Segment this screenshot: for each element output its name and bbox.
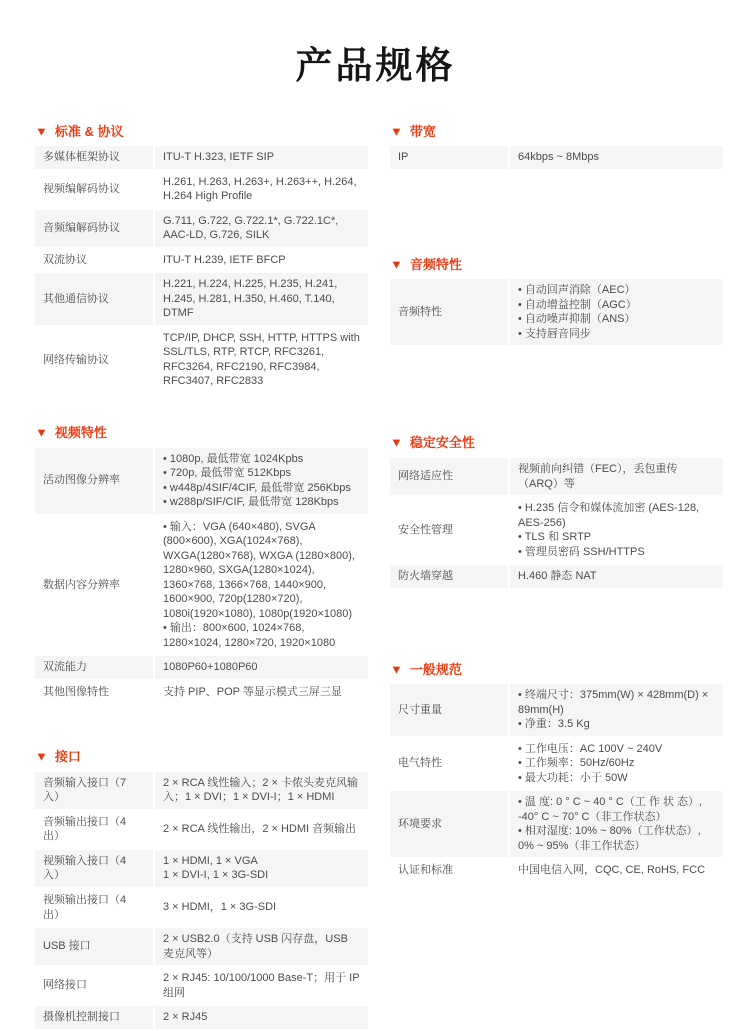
- section-header: [390, 435, 723, 451]
- row-label: 视频编解码协议: [43, 183, 120, 196]
- row-value: [154, 1005, 368, 1030]
- section-title: 一般规范: [409, 661, 462, 677]
- row-value-line: 1080P60+1080P60: [163, 661, 258, 674]
- spec-table: [35, 448, 368, 706]
- row-label: USB 接口: [35, 927, 154, 966]
- row-value-line: G.711, G.722, G.722.1*, G.722.1C*, AAC-LD, G.726, SILK: [163, 214, 339, 242]
- table-row: [35, 248, 368, 273]
- spec-section: [390, 662, 723, 884]
- row-value: [154, 810, 368, 849]
- triangle-icon: ▼: [390, 662, 403, 677]
- section-header: [35, 124, 368, 140]
- row-value-line: • w288p/SIF/CIF, 最低带宽 128Kbps: [163, 496, 339, 509]
- row-label: 音频编解码协议: [35, 209, 154, 248]
- table-row: [35, 170, 368, 209]
- row-value-line: 2 × RJ45: 10/100/1000 Base-T；用于 IP 组网: [163, 972, 360, 999]
- section-title: 接口: [54, 749, 81, 765]
- row-label: 视频输出接口（4 出）: [43, 894, 127, 921]
- table-row: [35, 515, 368, 656]
- table-row: [35, 448, 368, 515]
- row-value: [154, 966, 368, 1005]
- table-row: [35, 1005, 368, 1030]
- row-value-line: ITU-T H.323, IETF SIP: [163, 151, 275, 164]
- section-title: 标准 & 协议: [54, 123, 124, 139]
- spec-table: [35, 146, 368, 395]
- row-value: [509, 858, 723, 883]
- table-row: [35, 326, 368, 394]
- row-value-line: • H.235 信令和媒体流加密 (AES-128, AES-256): [518, 502, 700, 529]
- table-row: [390, 790, 723, 858]
- table-row: [390, 146, 723, 170]
- row-label: 尺寸重量: [390, 684, 509, 737]
- table-row: [35, 927, 368, 966]
- row-label: 网络适应性: [390, 458, 509, 496]
- section-header: [390, 662, 723, 678]
- table-row: [35, 849, 368, 888]
- spec-table: [35, 772, 368, 1031]
- spec-section: [35, 124, 368, 395]
- page-title: 产品规格: [295, 45, 456, 86]
- row-value-line: • 自动增益控制（AGC）: [518, 298, 637, 311]
- row-label: 双流能力: [35, 655, 154, 680]
- spec-columns: [0, 87, 751, 1031]
- section-header: [35, 749, 368, 765]
- row-label: 其他通信协议: [35, 272, 154, 326]
- row-value-line: • 管理员密码 SSH/HTTPS: [518, 545, 645, 558]
- right-column: [390, 124, 723, 1031]
- row-value-line: • 输入：VGA (640×480), SVGA (800×600), XGA(1024×768), WXGA(1280×768), WXGA (1280×800), 1280×960, SXGA(1280×1024), 1360×768, 1366×768, 1440×900, 1600×900, 720p(1280×720), 1080i(1920×1080), 1080p(1920×1080): [163, 520, 355, 620]
- row-label: 摄像机控制接口: [35, 1005, 154, 1030]
- spec-section: [390, 435, 723, 589]
- row-value: [509, 279, 723, 346]
- section-header: [390, 124, 723, 140]
- row-label: 音频输入接口（7 入）: [35, 772, 154, 810]
- row-value: [154, 146, 368, 170]
- spec-section: [35, 749, 368, 1030]
- row-label: 音频输出接口（4 出）: [43, 815, 127, 843]
- spec-table: [390, 684, 723, 884]
- table-row: [35, 272, 368, 326]
- row-label: 网络接口: [43, 979, 87, 992]
- row-value-line: • 720p, 最低带宽 512Kbps: [163, 467, 291, 480]
- row-value: [154, 209, 368, 248]
- row-value-line: • 工作频率：50Hz/60Hz: [518, 757, 635, 770]
- row-value-line: • 1080p, 最低带宽 1024Kpbs: [163, 452, 304, 465]
- row-label: 安全性管理: [398, 523, 453, 536]
- row-label: 双流协议: [43, 253, 87, 266]
- row-value-line: 1 × HDMI, 1 × VGA: [163, 854, 258, 867]
- row-value: [154, 170, 368, 209]
- row-value-line: • 相对湿度: 10% ~ 80%（工作状态）, 0% ~ 95%（非工作状态）: [518, 825, 701, 852]
- row-value: [154, 849, 368, 888]
- section-title: 视频特性: [54, 424, 107, 440]
- row-value-line: H.460 静态 NAT: [518, 570, 597, 583]
- row-value: [509, 564, 723, 589]
- triangle-icon: ▼: [390, 257, 403, 272]
- row-value: [509, 458, 723, 496]
- triangle-icon: ▼: [390, 436, 403, 450]
- row-value-line: • 输出：800×600, 1024×768, 1280×1024, 1280×720, 1920×1080: [163, 622, 336, 649]
- spec-table: [390, 146, 723, 171]
- table-row: [390, 496, 723, 564]
- row-value: [509, 496, 723, 564]
- triangle-icon: ▼: [35, 124, 48, 139]
- row-value-line: 支持 PIP、POP 等显示模式三屏三显: [163, 685, 342, 698]
- spec-table: [390, 279, 723, 347]
- row-label: 网络传输协议: [43, 353, 109, 366]
- product-spec-page: [0, 46, 751, 1031]
- section-title: 音频特性: [409, 256, 462, 272]
- row-value-line: 3 × HDMI，1 × 3G-SDI: [163, 901, 277, 914]
- section-title: 稳定安全性: [409, 435, 475, 451]
- table-row: [35, 146, 368, 170]
- row-value-line: • 自动回声消除（AEC）: [518, 284, 636, 297]
- row-value: [509, 737, 723, 791]
- row-value: [509, 146, 723, 170]
- row-label: IP: [390, 146, 509, 170]
- row-label: 多媒体框架协议: [35, 146, 154, 170]
- row-label: 活动图像分辨率: [35, 448, 154, 515]
- row-label: 防火墙穿越: [390, 564, 509, 589]
- table-row: [390, 458, 723, 496]
- table-row: [390, 737, 723, 791]
- row-value: [154, 888, 368, 927]
- row-value-line: • 终端尺寸：375mm(W) × 428mm(D) × 89mm(H): [518, 689, 709, 716]
- row-value: [509, 790, 723, 858]
- row-value: [154, 326, 368, 394]
- row-value-line: H.221, H.224, H.225, H.235, H.241, H.245, H.281, H.350, H.460, T.140, DTMF: [163, 278, 338, 320]
- row-value-line: 2 × RJ45: [163, 1011, 208, 1024]
- table-row: [390, 279, 723, 346]
- row-label: 视频输入接口（4 入）: [35, 849, 154, 888]
- row-label: 其他图像特性: [43, 685, 109, 698]
- row-value-line: • TLS 和 SRTP: [518, 531, 592, 544]
- row-value-line: • 最大功耗：小于 50W: [518, 771, 628, 784]
- row-value-line: 2 × RCA 线性输出，2 × HDMI 音频输出: [163, 823, 357, 836]
- row-value-line: • 工作电压：AC 100V ~ 240V: [518, 742, 663, 755]
- row-value: [154, 248, 368, 273]
- row-label: 数据内容分辨率: [43, 578, 120, 591]
- row-value-line: • 自动噪声抑制（ANS）: [518, 313, 636, 326]
- row-value-line: ITU-T H.239, IETF BFCP: [163, 253, 286, 266]
- row-value-line: 视频前向纠错（FEC），丢包重传（ARQ）等: [518, 463, 678, 490]
- row-value-line: 中国电信入网，CQC, CE, RoHS, FCC: [518, 864, 706, 877]
- row-value-line: • w448p/4SIF/4CIF, 最低带宽 256Kbps: [163, 481, 351, 494]
- section-header: [35, 425, 368, 441]
- spec-section: [35, 425, 368, 705]
- left-column: [35, 124, 368, 1031]
- row-value: [154, 272, 368, 326]
- table-row: [35, 209, 368, 248]
- row-label: 音频特性: [390, 279, 509, 346]
- spec-section: [390, 257, 723, 348]
- row-value: [509, 684, 723, 737]
- table-row: [35, 810, 368, 849]
- row-value-line: H.261, H.263, H.263+, H.263++, H.264, H.264 High Profile: [163, 175, 357, 203]
- row-value-line: TCP/IP, DHCP, SSH, HTTP, HTTPS with SSL/TLS, RTP, RTCP, RFC3261, RFC3264, RFC2190, RFC3984, RFC3407, RFC2833: [163, 331, 360, 388]
- table-row: [35, 680, 368, 705]
- section-title: 带宽: [409, 123, 436, 139]
- row-label: 认证和标准: [398, 864, 453, 877]
- row-label: 环境要求: [390, 790, 509, 858]
- row-label: 电气特性: [398, 757, 442, 770]
- triangle-icon: ▼: [35, 749, 48, 764]
- row-value-line: 1 × DVI-I, 1 × 3G-SDI: [163, 869, 269, 882]
- table-row: [390, 858, 723, 883]
- triangle-icon: ▼: [390, 124, 403, 139]
- row-value: [154, 680, 368, 705]
- table-row: [35, 655, 368, 680]
- table-row: [390, 564, 723, 589]
- row-value: [154, 772, 368, 810]
- row-value-line: 64kbps ~ 8Mbps: [518, 151, 600, 164]
- row-value: [154, 655, 368, 680]
- row-value-line: • 支持唇音同步: [518, 327, 591, 340]
- table-row: [390, 684, 723, 737]
- row-value-line: • 温 度: 0 ° C ~ 40 ° C（工 作 状 态）, -40° C ~ 70° C（非工作状态）: [518, 796, 703, 823]
- row-value: [154, 515, 368, 656]
- table-row: [35, 966, 368, 1005]
- row-value-line: 2 × USB2.0（支持 USB 闪存盘，USB 麦克风等）: [163, 933, 348, 960]
- row-value: [154, 448, 368, 515]
- row-value-line: • 净重：3.5 Kg: [518, 718, 590, 731]
- section-header: [390, 257, 723, 273]
- spec-table: [390, 458, 723, 590]
- table-row: [35, 772, 368, 810]
- spec-section: [390, 124, 723, 171]
- row-value-line: 2 × RCA 线性输入；2 × 卡侬头麦克风输入；1 × DVI；1 × DVI-I；1 × HDMI: [163, 776, 358, 804]
- table-row: [35, 888, 368, 927]
- triangle-icon: ▼: [35, 425, 48, 440]
- row-value: [154, 927, 368, 966]
